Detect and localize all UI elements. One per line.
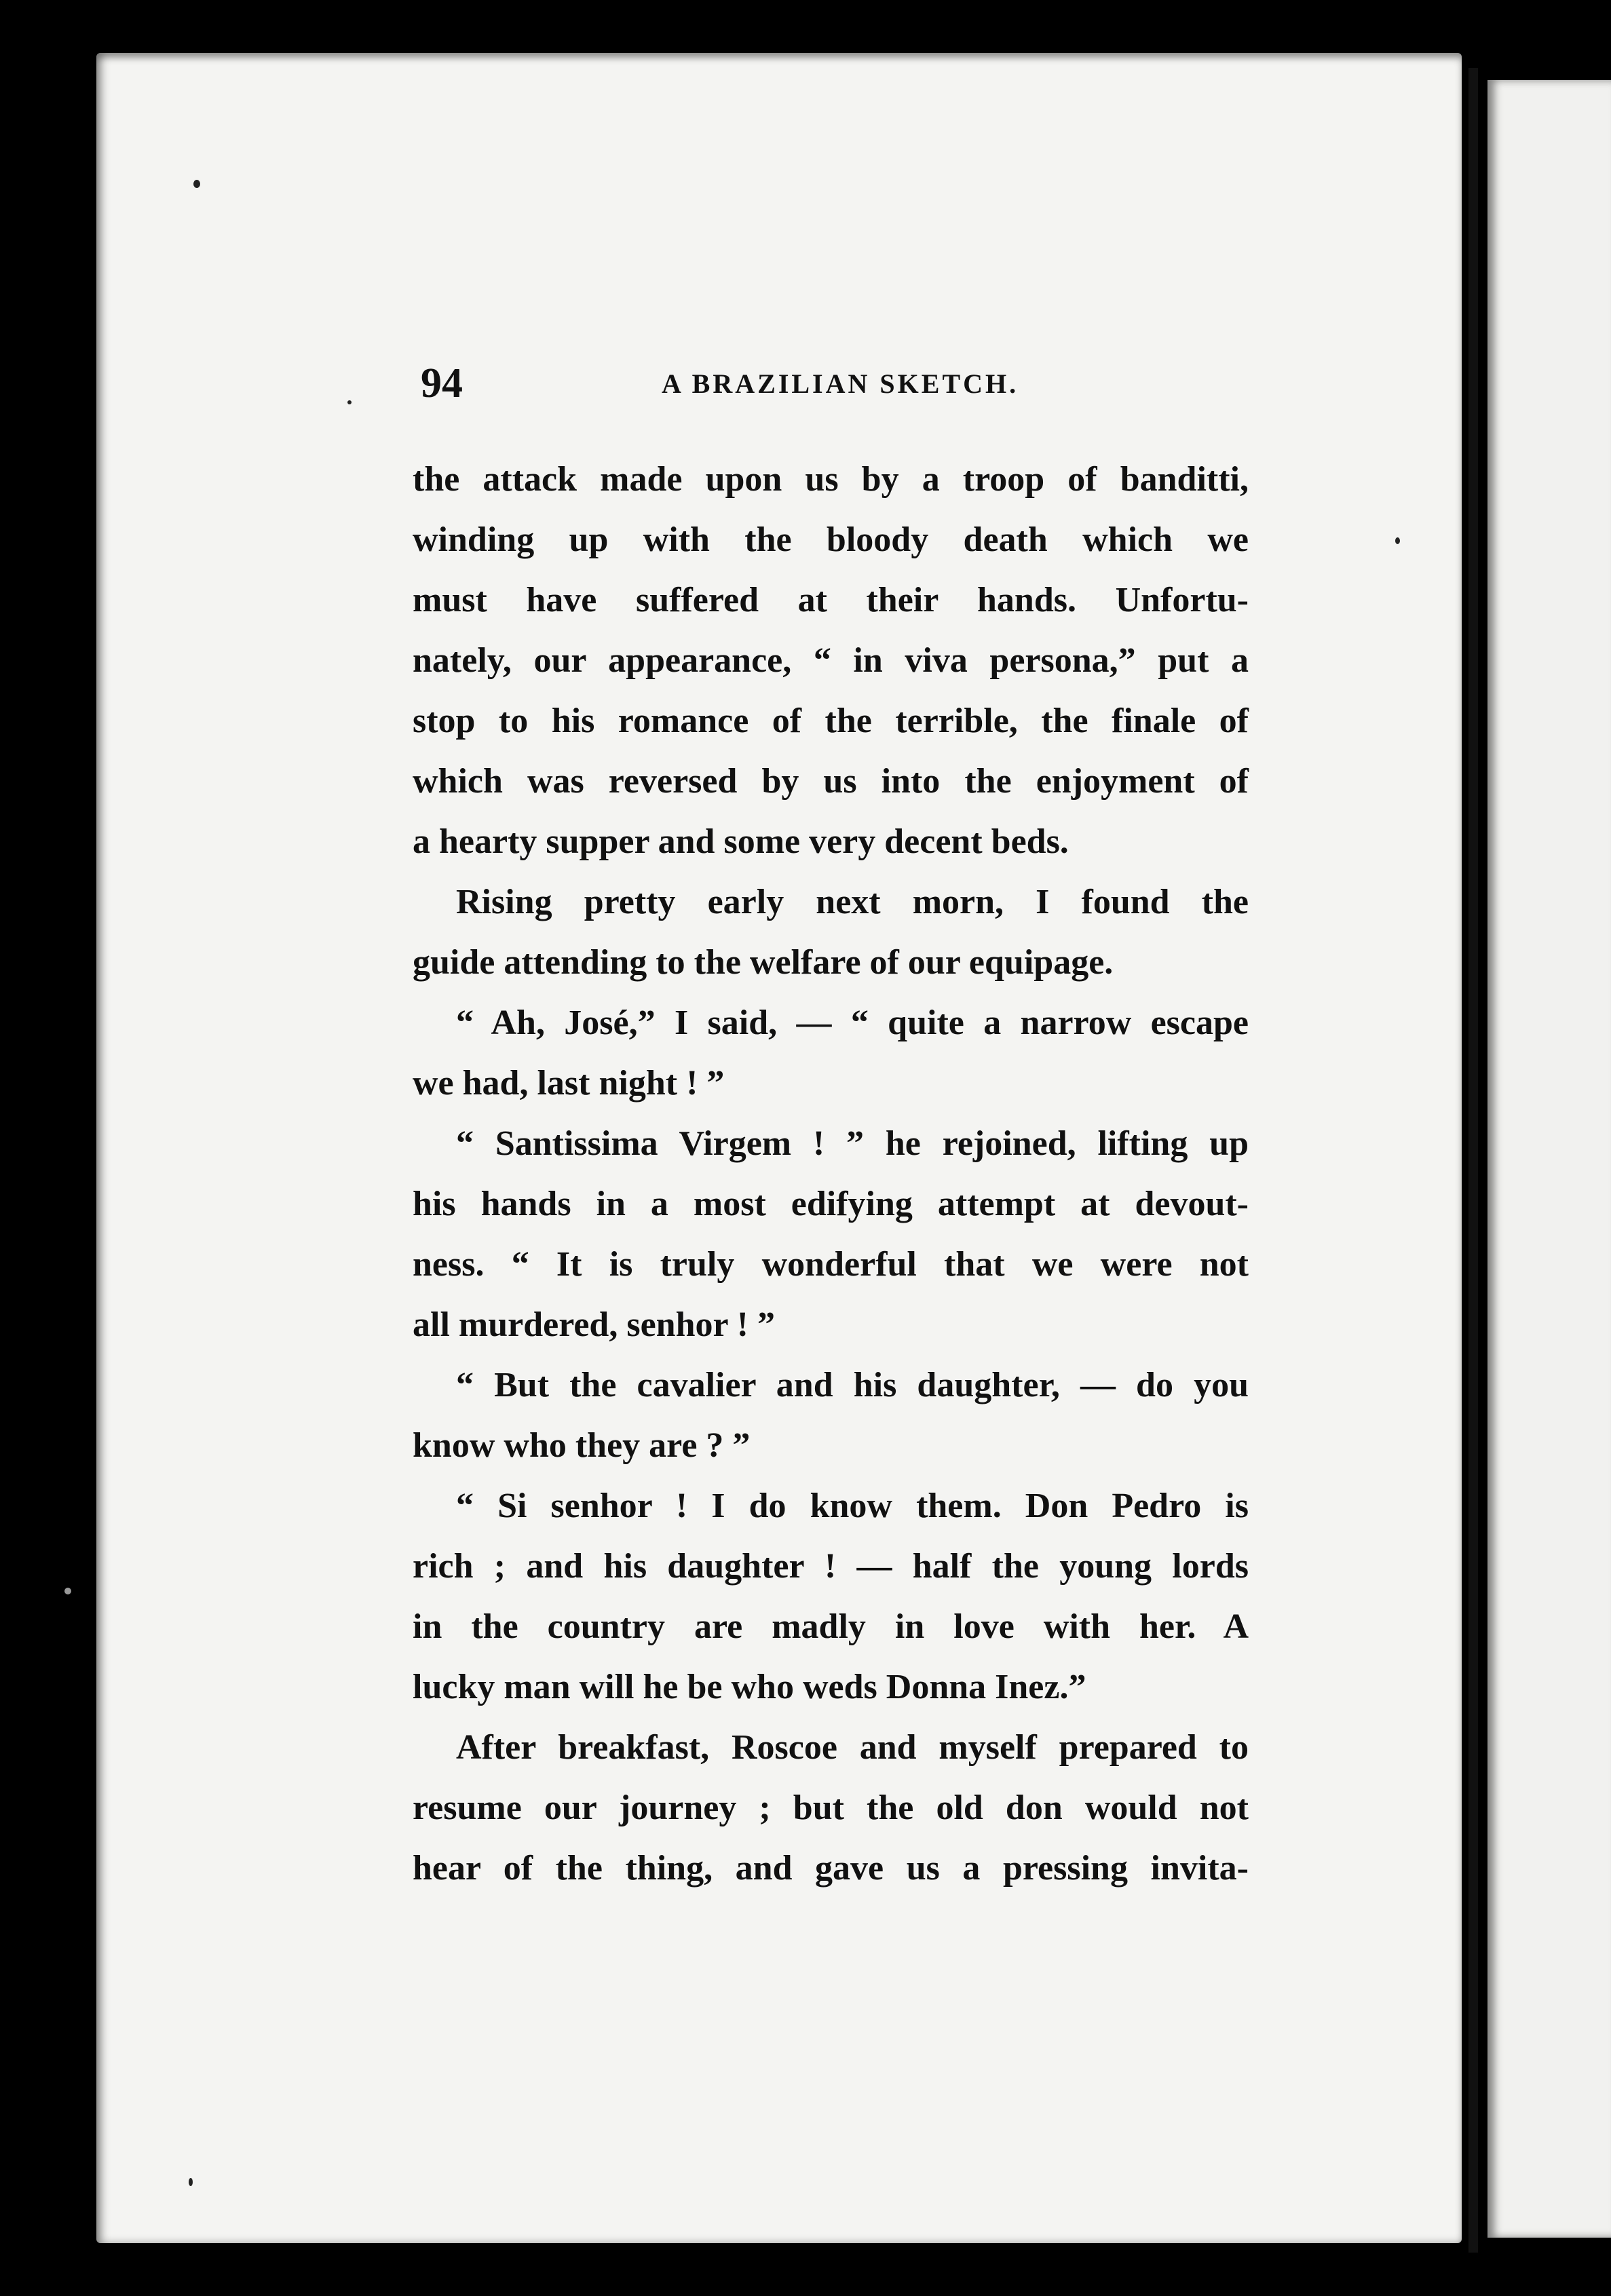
scan-speck (64, 1588, 71, 1594)
text-line: rich ; and his daughter ! — half the young lords (413, 1547, 1249, 1586)
text-line: all murdered, senhor ! ” (413, 1305, 775, 1344)
body-text (413, 449, 1249, 1898)
text-line: Rising pretty early next morn, I found the (456, 883, 1249, 921)
text-line: After breakfast, Roscoe and myself prepared to (456, 1728, 1249, 1767)
page-gutter (1468, 68, 1478, 2253)
text-line: a hearty supper and some very decent beds. (413, 822, 1069, 861)
page-number: 94 (421, 360, 463, 406)
text-line: his hands in a most edifying attempt at devout- (413, 1185, 1249, 1223)
text-line: lucky man will he be who weds Donna Inez.” (413, 1668, 1086, 1706)
right-page-edge (1487, 80, 1611, 2238)
scan-speck (189, 2178, 193, 2186)
text-line: nately, our appearance, “ in viva persona,” put a (413, 641, 1249, 680)
text-line: winding up with the bloody death which we (413, 520, 1249, 559)
text-line: which was reversed by us into the enjoyment of (413, 762, 1249, 801)
text-line: must have suffered at their hands. Unfortu- (413, 581, 1249, 619)
text-line: “ But the cavalier and his daughter, — do you (456, 1366, 1249, 1404)
text-line: ness. “ It is truly wonderful that we were not (413, 1245, 1249, 1284)
text-line: guide attending to the welfare of our equipage. (413, 943, 1114, 982)
page-header (421, 360, 1303, 421)
running-head: A BRAZILIAN SKETCH. (662, 368, 1019, 399)
text-line: “ Ah, José,” I said, — “ quite a narrow escape (456, 1003, 1249, 1042)
text-line: “ Santissima Virgem ! ” he rejoined, lifting up (456, 1124, 1249, 1163)
scan-speck (347, 400, 352, 404)
scan-speck (1395, 537, 1400, 544)
text-line: stop to his romance of the terrible, the finale of (413, 702, 1249, 740)
scan-speck (193, 180, 200, 188)
text-line: resume our journey ; but the old don would not (413, 1788, 1249, 1827)
text-line: know who they are ? ” (413, 1426, 751, 1465)
text-line: in the country are madly in love with her. A (413, 1607, 1249, 1646)
text-line: hear of the thing, and gave us a pressing invita- (413, 1849, 1249, 1888)
text-line: the attack made upon us by a troop of banditti, (413, 460, 1249, 499)
text-line: “ Si senhor ! I do know them. Don Pedro is (456, 1487, 1249, 1525)
text-line: we had, last night ! ” (413, 1064, 725, 1103)
